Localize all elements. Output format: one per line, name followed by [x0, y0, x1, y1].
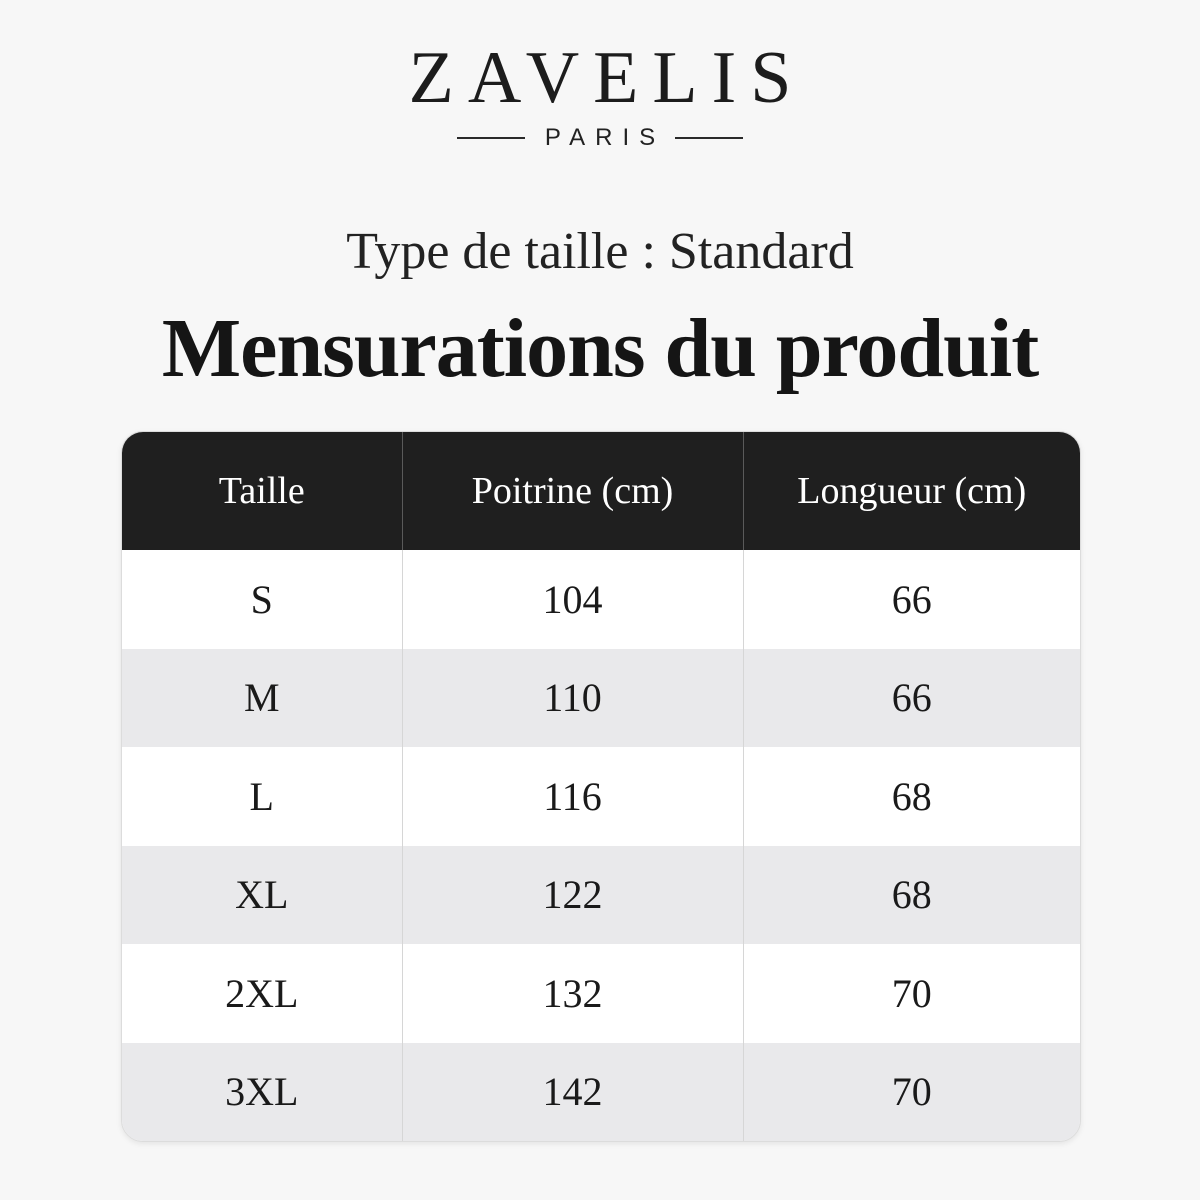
size-table	[122, 432, 1080, 1141]
cell-size: 2XL	[122, 944, 402, 1043]
cell-length: 68	[743, 747, 1080, 846]
cell-chest: 104	[402, 550, 743, 649]
table-row	[122, 747, 1080, 846]
brand-sub-row	[0, 124, 1200, 152]
cell-chest: 110	[402, 649, 743, 748]
cell-chest: 122	[402, 846, 743, 945]
brand-logo	[0, 38, 1200, 152]
table-row	[122, 846, 1080, 945]
page-title: Mensurations du produit	[161, 302, 1039, 395]
size-type-label: Type de taille : Standard	[346, 223, 854, 280]
cell-chest: 132	[402, 944, 743, 1043]
header-length: Longueur (cm)	[743, 432, 1080, 550]
cell-size: 3XL	[122, 1043, 402, 1142]
header-chest: Poitrine (cm)	[402, 432, 743, 550]
cell-length: 70	[743, 944, 1080, 1043]
table-row	[122, 1043, 1080, 1142]
cell-size: S	[122, 550, 402, 649]
brand-name: ZAVELIS	[408, 37, 806, 119]
header-size: Taille	[122, 432, 402, 550]
cell-chest: 116	[402, 747, 743, 846]
cell-length: 66	[743, 649, 1080, 748]
brand-sub: PARIS	[544, 124, 666, 151]
table-row	[122, 649, 1080, 748]
cell-size: XL	[122, 846, 402, 945]
brand-divider-left	[457, 137, 525, 139]
cell-size: M	[122, 649, 402, 748]
cell-length: 68	[743, 846, 1080, 945]
table-row	[122, 550, 1080, 649]
cell-chest: 142	[402, 1043, 743, 1142]
table-row	[122, 944, 1080, 1043]
cell-size: L	[122, 747, 402, 846]
brand-divider-right	[675, 137, 743, 139]
cell-length: 66	[743, 550, 1080, 649]
size-table-container	[121, 431, 1081, 1142]
cell-length: 70	[743, 1043, 1080, 1142]
table-header-row	[122, 432, 1080, 550]
